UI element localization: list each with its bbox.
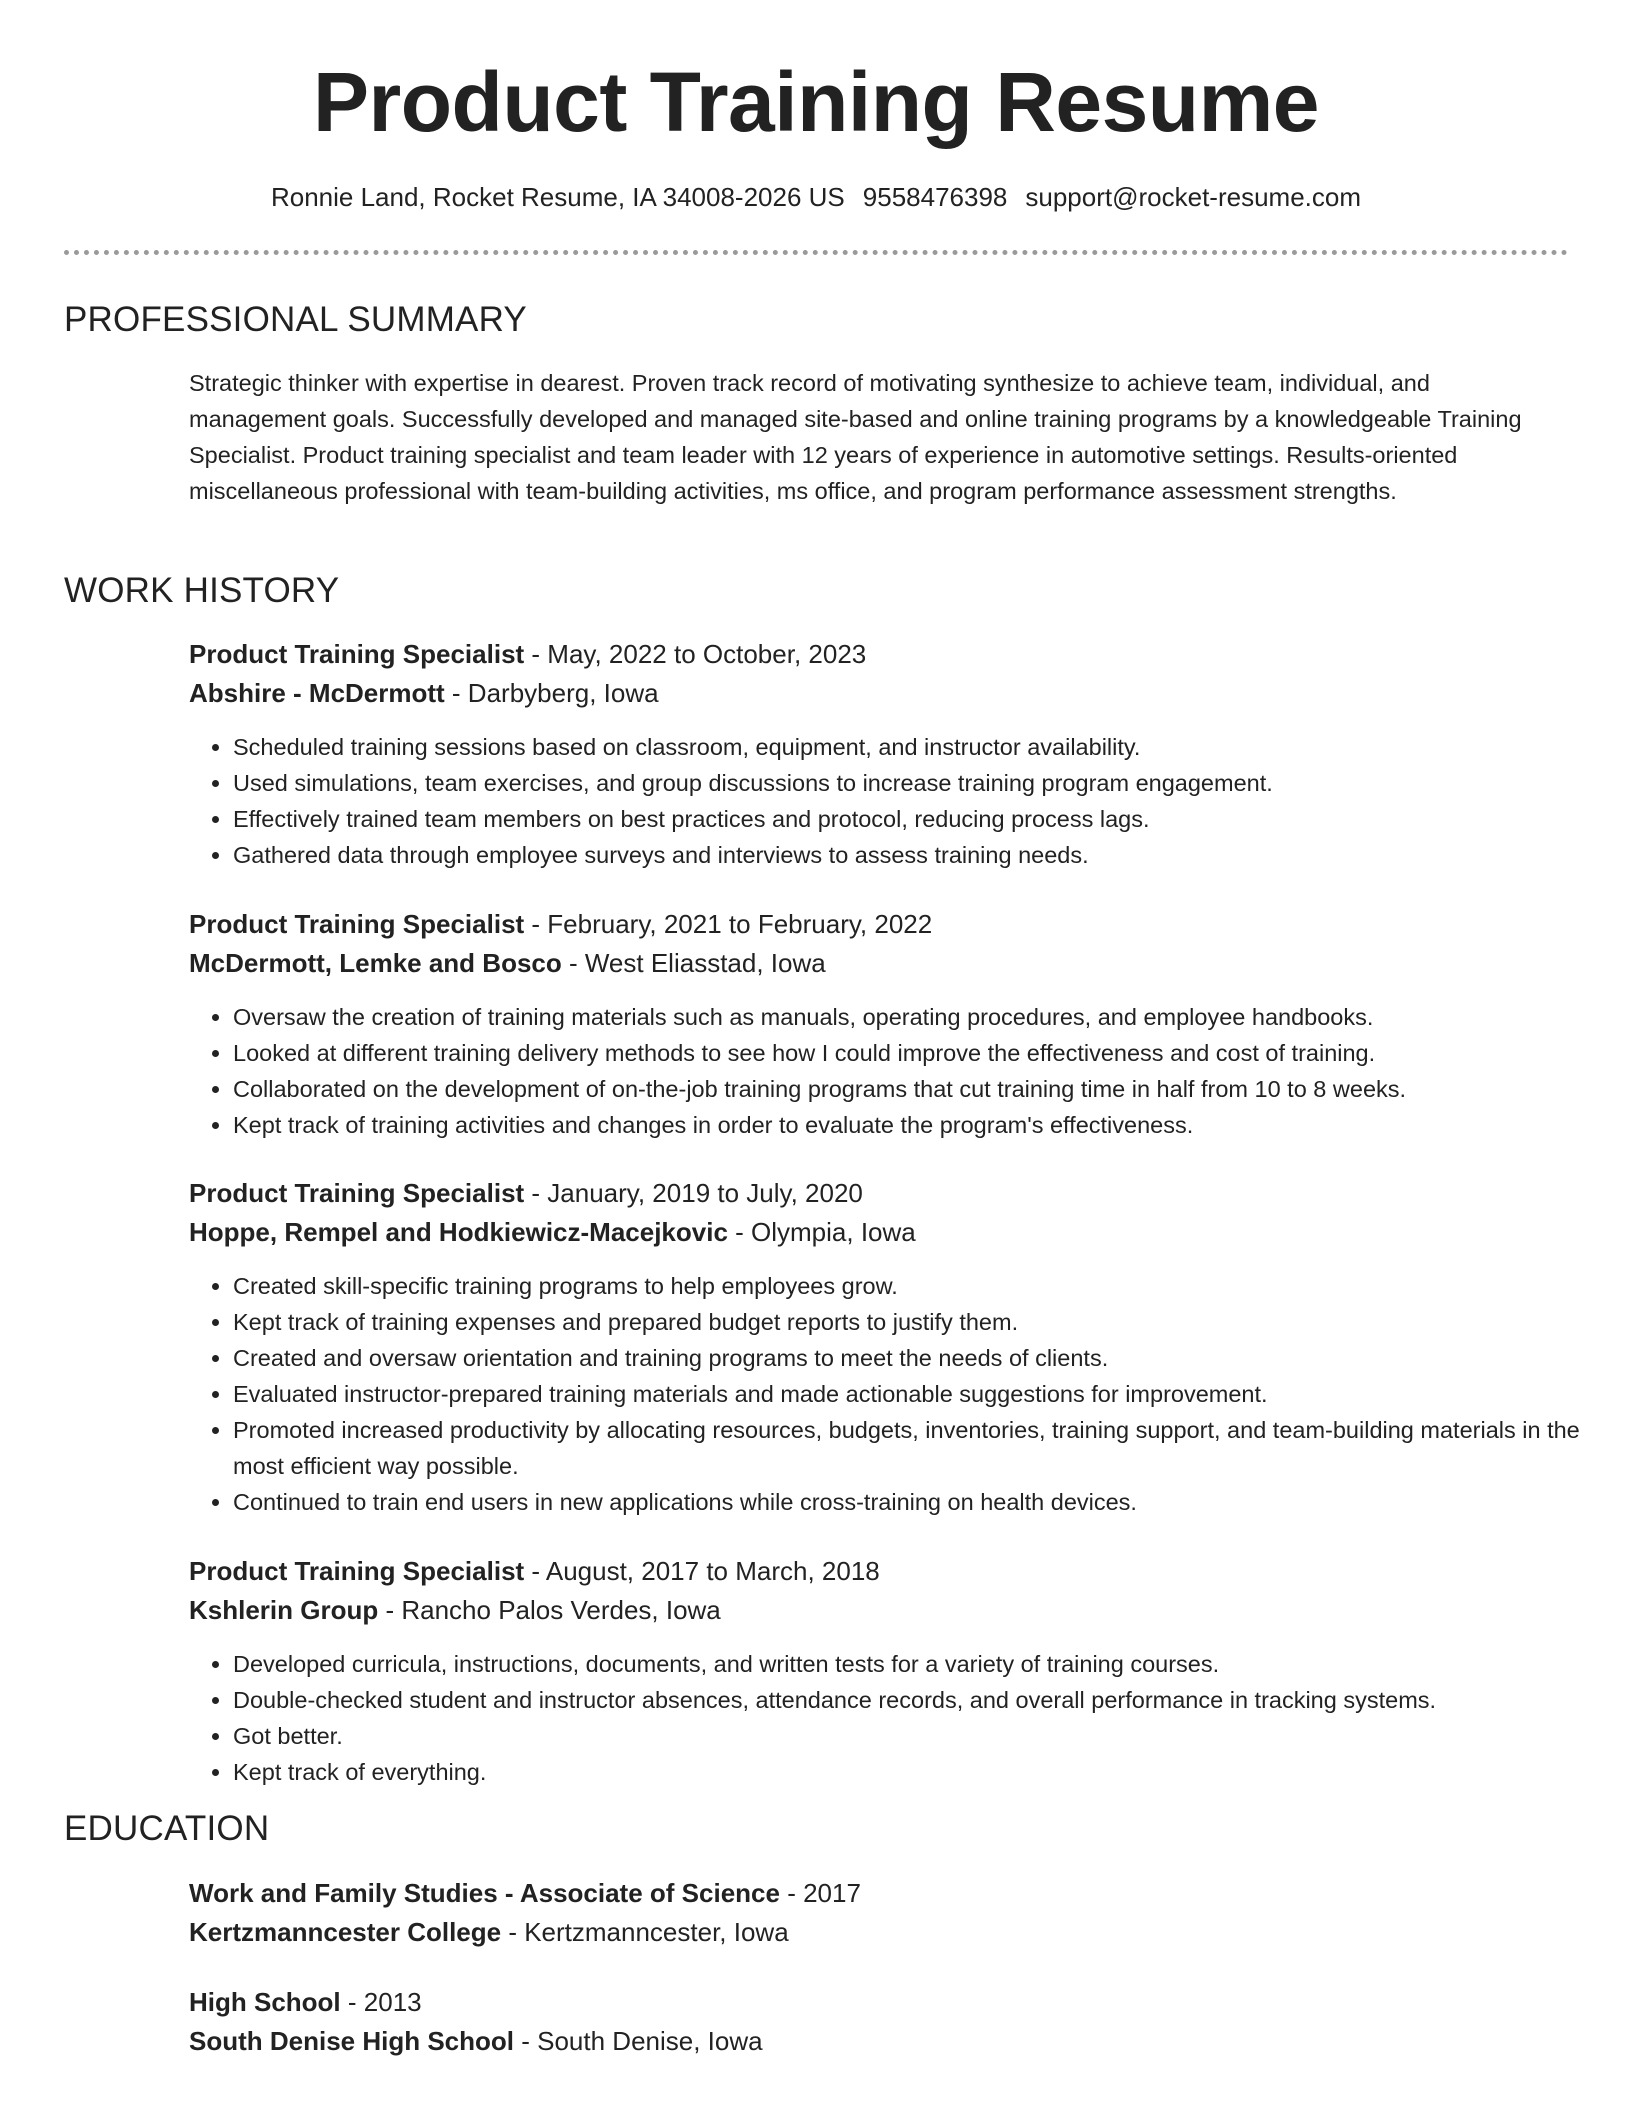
job-location: - Darbyberg, Iowa [444,678,659,708]
contact-email: support@rocket-resume.com [1025,182,1362,212]
job-bullet: • Developed curricula, instructions, documents, and written tests for a variety of training courses. [233,1646,1593,1682]
contact-address: Ronnie Land, Rocket Resume, IA 34008-2026 US [270,182,845,212]
job-title: Product Training Specialist [189,1178,525,1208]
job-bullet: • Kept track of everything. [233,1754,1593,1790]
education-degree-line [189,1876,861,1910]
job-title-line [189,637,866,671]
job-bullet: • Collaborated on the development of on-the-job training programs that cut training time in half from 10 to 8 weeks. [233,1071,1593,1107]
education-year: - 2017 [779,1878,861,1908]
job-title-line [189,1176,863,1210]
job-bullet: • Kept track of training activities and changes in order to evaluate the program's effectiveness. [233,1107,1593,1143]
job-company-line [189,676,659,710]
education-year: - 2013 [340,1987,422,2017]
education-location: - Kertzmanncester, Iowa [501,1917,789,1947]
job-bullet: • Gathered data through employee surveys and interviews to assess training needs. [233,837,1593,873]
job-bullet: • Evaluated instructor-prepared training materials and made actionable suggestions for improvement. [233,1376,1593,1412]
job-title-line [189,1554,880,1588]
job-bullet: • Kept track of training expenses and prepared budget reports to justify them. [233,1304,1593,1340]
contact-phone: 9558476398 [862,182,1008,212]
job-company: McDermott, Lemke and Bosco [189,948,562,978]
job-bullet-list [189,1646,1593,1790]
job-company-line [189,1593,721,1627]
section-title-summary: PROFESSIONAL SUMMARY [64,300,527,339]
job-bullet: • Double-checked student and instructor absences, attendance records, and overall performance in tracking systems. [233,1682,1593,1718]
job-title: Product Training Specialist [189,639,525,669]
job-dates: - August, 2017 to March, 2018 [524,1556,880,1586]
job-bullet: • Effectively trained team members on best practices and protocol, reducing process lags. [233,801,1593,837]
education-location: - South Denise, Iowa [514,2026,763,2056]
education-degree: High School [189,1987,341,2017]
job-bullet: • Continued to train end users in new applications while cross-training on health devices. [233,1484,1593,1520]
education-degree-line [189,1985,422,2019]
job-bullet-list [189,999,1593,1143]
job-bullet: • Used simulations, team exercises, and group discussions to increase training program engagement. [233,765,1593,801]
job-title: Product Training Specialist [189,909,525,939]
job-location: - West Eliasstad, Iowa [561,948,826,978]
job-title-line [189,907,932,941]
job-bullet: • Looked at different training delivery methods to see how I could improve the effectiveness and cost of training. [233,1035,1593,1071]
job-company: Kshlerin Group [189,1595,379,1625]
job-company-line [189,1215,916,1249]
job-dates: - May, 2022 to October, 2023 [524,639,867,669]
job-location: - Rancho Palos Verdes, Iowa [378,1595,721,1625]
resume-title: Product Training Resume [312,55,1319,149]
section-title-work-history: WORK HISTORY [64,571,340,610]
education-school-line [189,1915,789,1949]
job-title: Product Training Specialist [189,1556,525,1586]
contact-line [0,180,1632,214]
job-dates: - February, 2021 to February, 2022 [524,909,933,939]
summary-text: Strategic thinker with expertise in dearest. Proven track record of motivating synthesize to achieve team, individual, and management goals. Successfully developed and managed site-based and online training programs by a knowledgeable Training Specialist. Product training specialist and team leader with 12 years of experience in automotive settings. Results-oriented miscellaneous professional with team-building activities, ms office, and program performance assessment strengths. [189,370,1522,504]
education-degree: Work and Family Studies - Associate of Science [189,1878,780,1908]
job-bullet: • Created and oversaw orientation and training programs to meet the needs of clients. [233,1340,1593,1376]
job-dates: - January, 2019 to July, 2020 [524,1178,863,1208]
job-bullet: • Created skill-specific training programs to help employees grow. [233,1268,1593,1304]
job-bullet: • Got better. [233,1718,1593,1754]
job-company: Hoppe, Rempel and Hodkiewicz-Macejkovic [189,1217,728,1247]
job-bullet-list [189,729,1593,873]
job-bullet: • Oversaw the creation of training materials such as manuals, operating procedures, and employee handbooks. [233,999,1593,1035]
job-company-line [189,946,826,980]
education-school: South Denise High School [189,2026,515,2056]
section-title-education: EDUCATION [64,1809,270,1848]
education-school: Kertzmanncester College [189,1917,502,1947]
job-location: - Olympia, Iowa [727,1217,916,1247]
header-divider [64,250,1568,255]
education-school-line [189,2024,763,2058]
job-bullet: • Promoted increased productivity by allocating resources, budgets, inventories, training support, and team-building materials in the most efficient way possible. [233,1412,1593,1484]
job-bullet-list [189,1268,1593,1520]
job-bullet: • Scheduled training sessions based on classroom, equipment, and instructor availability. [233,729,1593,765]
job-company: Abshire - McDermott [189,678,445,708]
